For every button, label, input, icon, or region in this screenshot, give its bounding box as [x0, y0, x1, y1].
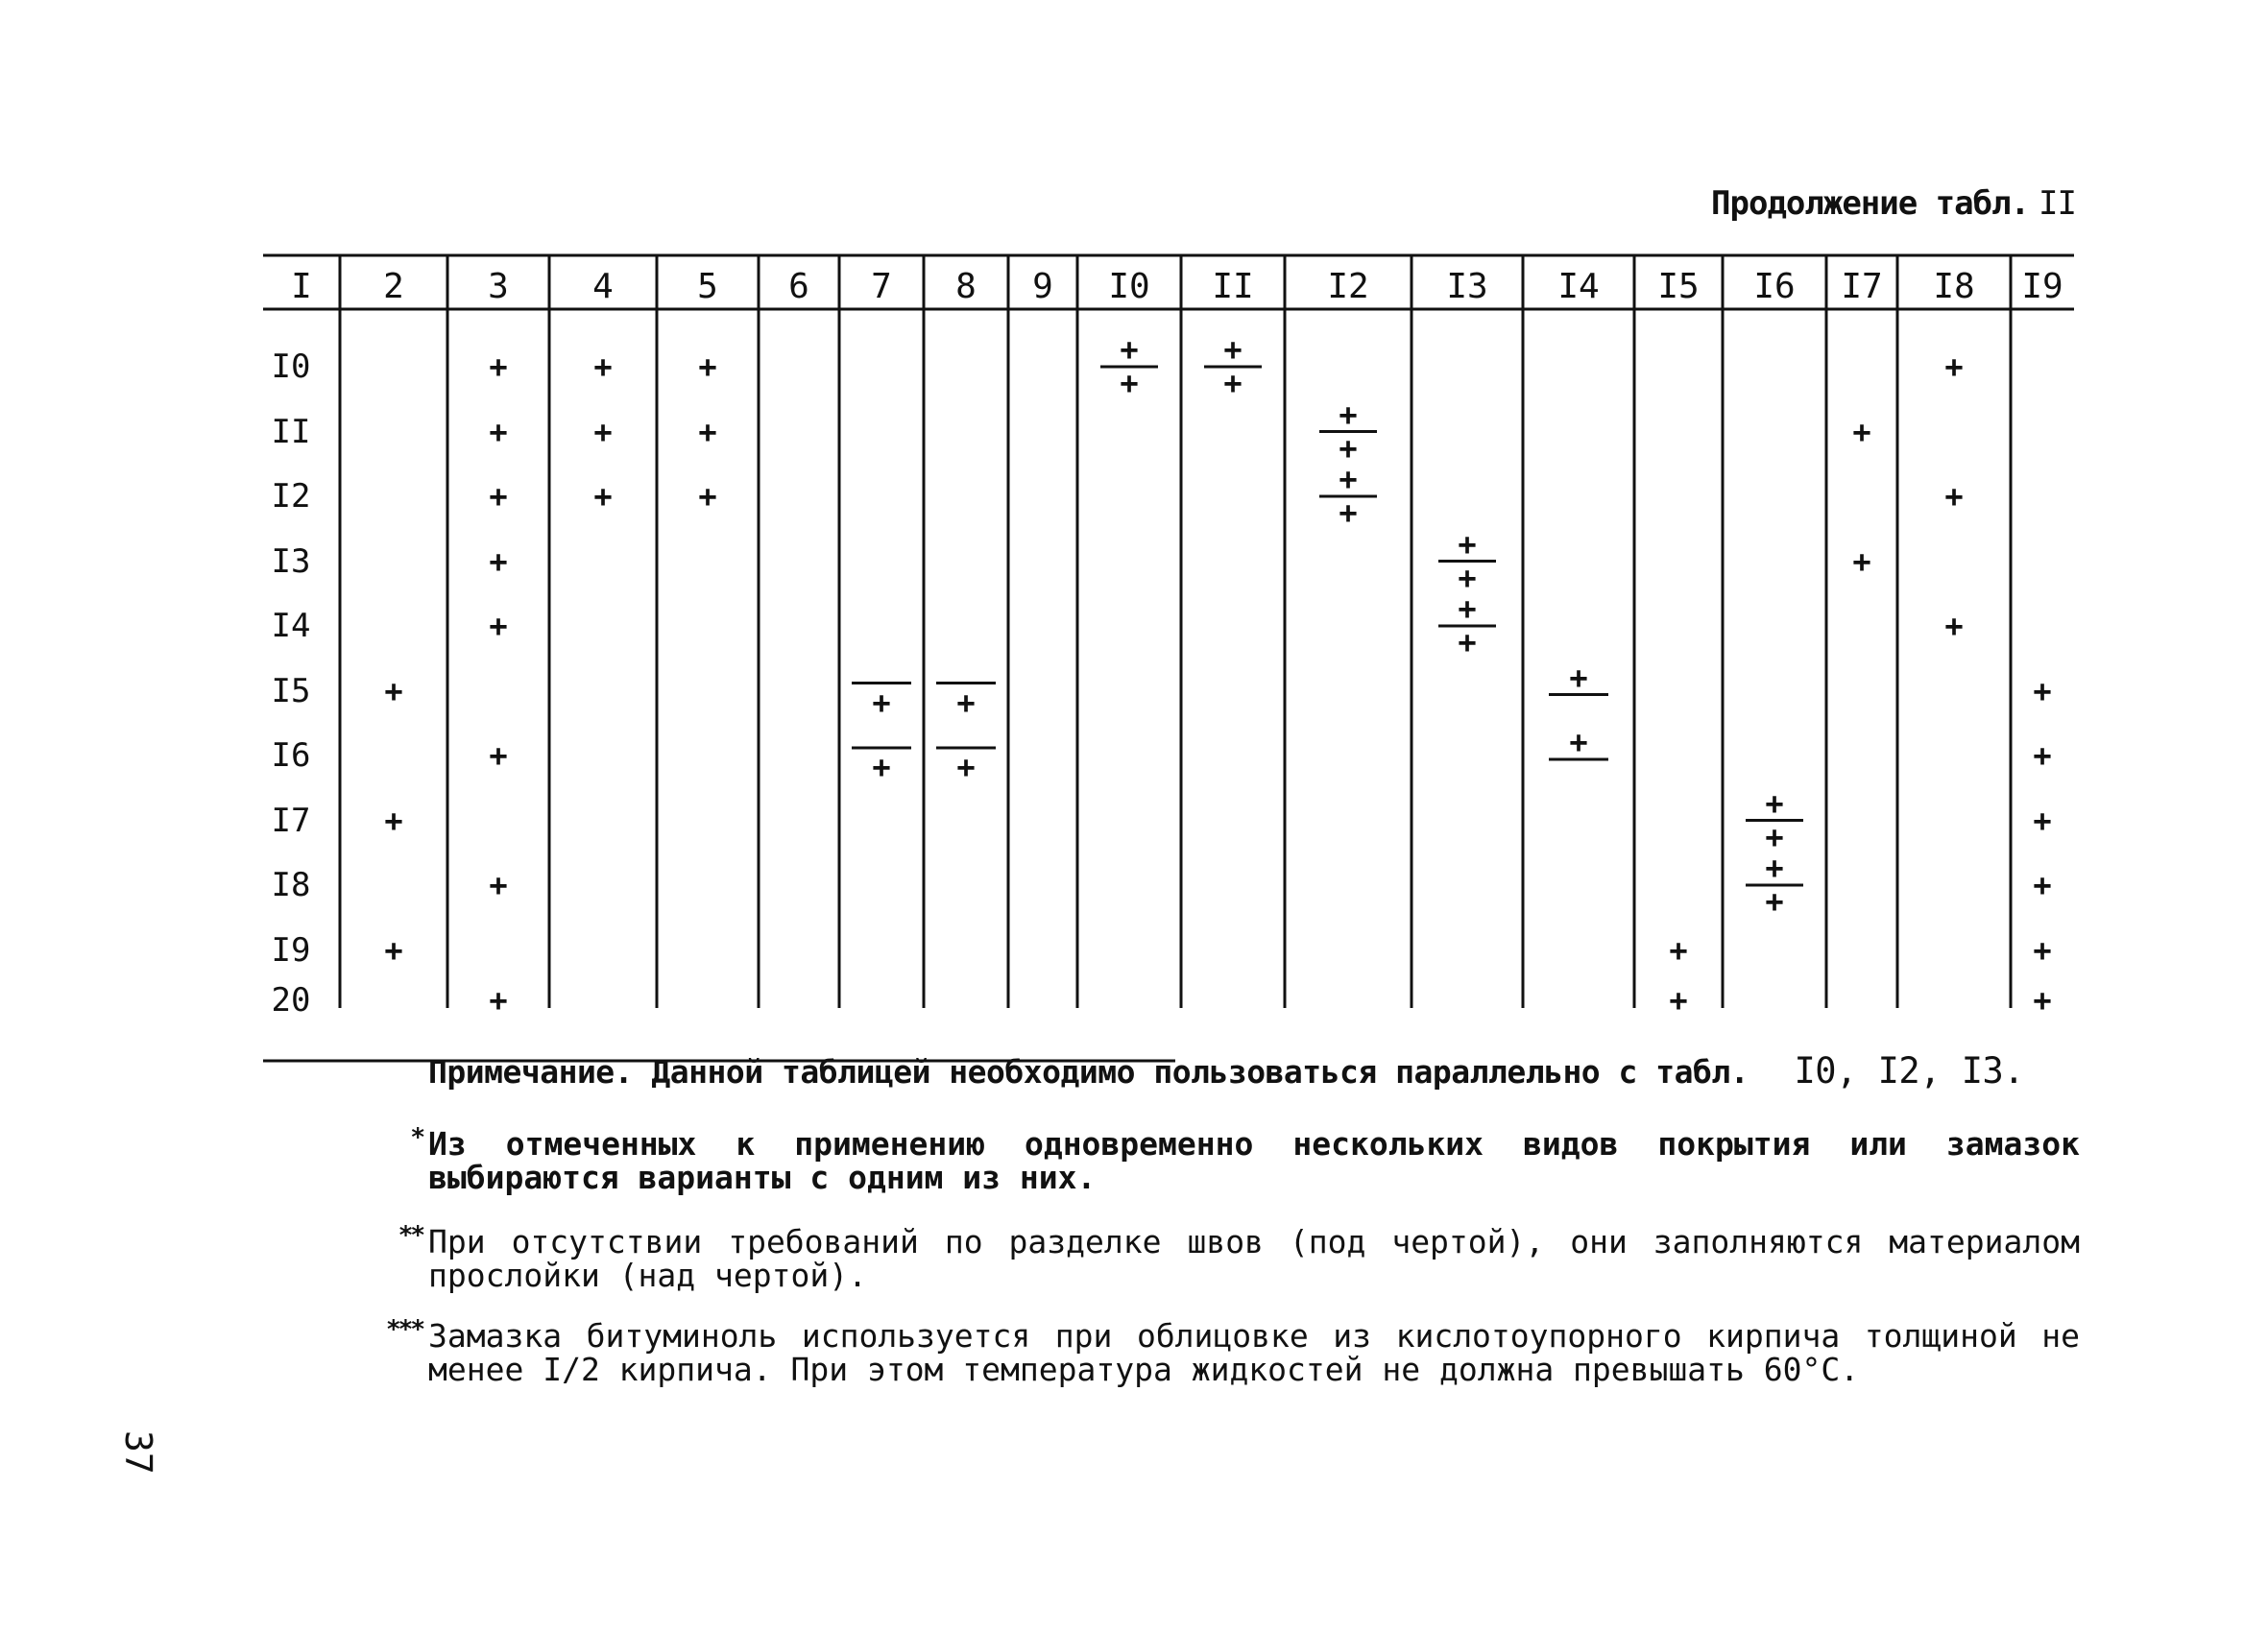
cell-plus-mark: +	[593, 413, 613, 450]
fraction-denominator-plus: +	[956, 684, 976, 721]
column-header: II	[1212, 267, 1254, 306]
cell-plus-mark: +	[489, 982, 508, 1019]
column-header: 4	[592, 267, 614, 306]
fraction-numerator-plus: +	[1339, 461, 1358, 497]
column-header: I4	[1557, 267, 1600, 306]
column-header: 9	[1032, 267, 1053, 306]
row-label: I5	[271, 671, 311, 710]
cell-plus-mark: +	[2033, 931, 2052, 969]
caption-table-number: II	[2039, 184, 2076, 223]
cell-plus-mark: +	[1944, 348, 1964, 385]
fraction-denominator-plus: +	[1458, 624, 1477, 660]
fraction-denominator-plus: +	[872, 749, 891, 785]
cell-plus-mark: +	[384, 931, 403, 969]
fraction-denominator-plus: +	[1120, 365, 1139, 401]
cell-plus-mark: +	[489, 608, 508, 644]
note-text: Данной таблицей необходимо пользоваться параллельно с табл.	[651, 1053, 1749, 1091]
row-label: I9	[271, 930, 311, 970]
row-label: 20	[271, 981, 311, 1020]
footnote-1-text: Из отмеченных к применению одновременно нескольких видов покрытия или замазок выбираются варианты с одним из них.	[428, 1125, 2080, 1196]
cell-plus-mark: +	[489, 413, 508, 450]
column-header: I7	[1841, 267, 1883, 306]
fraction-numerator-plus: +	[1765, 784, 1784, 822]
fraction-numerator-plus: +	[1569, 659, 1588, 696]
fraction-denominator-plus: +	[1339, 494, 1358, 531]
row-label: I0	[271, 348, 311, 386]
column-header: I0	[1108, 267, 1150, 306]
column-header: 8	[955, 267, 977, 306]
footnote-2-mark: **	[398, 1221, 422, 1250]
note-label: Примечание.	[428, 1053, 634, 1091]
fraction-denominator-plus: +	[1765, 883, 1784, 920]
cell-plus-mark: +	[2033, 802, 2052, 839]
fraction-numerator-plus: +	[1458, 525, 1477, 563]
column-header: I3	[1446, 267, 1488, 306]
cell-plus-mark: +	[1669, 931, 1688, 969]
cell-plus-mark: +	[1852, 542, 1871, 580]
column-header: I2	[1327, 267, 1369, 306]
fraction-numerator-plus: +	[1120, 331, 1139, 368]
fraction-denominator-plus: +	[872, 684, 891, 721]
cell-plus-mark: +	[1944, 608, 1964, 644]
cell-plus-mark: +	[489, 348, 508, 385]
column-header: 6	[788, 267, 809, 306]
fraction-numerator-plus: +	[1223, 331, 1243, 368]
row-label: I2	[271, 477, 311, 516]
cell-plus-mark: +	[593, 478, 613, 515]
compatibility-table	[263, 252, 2074, 1264]
column-header: I8	[1933, 267, 1975, 306]
table-caption	[1711, 184, 2076, 223]
column-header: 7	[871, 267, 892, 306]
caption-label: Продолжение табл.	[1711, 184, 2030, 223]
column-header: I6	[1753, 267, 1796, 306]
note-table-refs: I0, I2, I3.	[1794, 1050, 2025, 1092]
column-header: 3	[488, 267, 509, 306]
cell-plus-mark: +	[698, 478, 717, 515]
cell-plus-mark: +	[2033, 737, 2052, 774]
cell-plus-mark: +	[2033, 867, 2052, 903]
page-number: 37	[117, 1430, 159, 1475]
cell-plus-mark: +	[1669, 982, 1688, 1019]
cell-plus-mark: +	[1944, 478, 1964, 515]
cell-plus-mark: +	[698, 348, 717, 385]
fraction-denominator-plus: +	[1765, 818, 1784, 855]
fraction-denominator-plus: +	[1458, 559, 1477, 596]
fraction-denominator-plus: +	[1223, 365, 1243, 401]
footnote-3-text: Замазка битуминоль используется при облицовке из кислотоупорного кирпича толщиной не менее I/2 кирпича. При этом температура жидкостей не должна превышать 60°С.	[428, 1317, 2080, 1388]
fraction-denominator-plus: +	[1339, 429, 1358, 467]
column-header: I9	[2021, 267, 2063, 306]
row-label: I3	[271, 541, 311, 581]
cell-plus-mark: +	[489, 542, 508, 580]
column-header: 5	[697, 267, 718, 306]
fraction-numerator-plus: +	[1339, 396, 1358, 433]
row-label: I8	[271, 866, 311, 904]
row-label: I7	[271, 801, 311, 840]
column-header: 2	[383, 267, 404, 306]
fraction-numerator-plus: +	[1458, 590, 1477, 627]
column-header: I	[291, 267, 312, 306]
fraction-numerator-plus: +	[1569, 724, 1588, 760]
cell-plus-mark: +	[489, 478, 508, 515]
fraction-numerator-plus: +	[1765, 850, 1784, 886]
footnote-2-text: При отсутствии требований по разделке швов (под чертой), они заполняются материалом прослойки (над чертой).	[428, 1223, 2080, 1294]
table-grid-lines	[263, 252, 2074, 1264]
cell-plus-mark: +	[698, 413, 717, 450]
cell-plus-mark: +	[2033, 982, 2052, 1019]
cell-plus-mark: +	[593, 348, 613, 385]
fraction-denominator-plus: +	[956, 749, 976, 785]
cell-plus-mark: +	[489, 737, 508, 774]
cell-plus-mark: +	[384, 802, 403, 839]
row-label: I6	[271, 736, 311, 775]
row-label: II	[271, 412, 311, 451]
footnote-3-mark: ***	[386, 1315, 422, 1344]
row-label: I4	[271, 607, 311, 645]
cell-plus-mark: +	[489, 867, 508, 903]
table-note	[428, 1050, 2025, 1092]
cell-plus-mark: +	[1852, 413, 1871, 450]
column-header: I5	[1657, 267, 1700, 306]
cell-plus-mark: +	[2033, 672, 2052, 709]
footnote-1-mark: *	[410, 1123, 422, 1152]
cell-plus-mark: +	[384, 672, 403, 709]
